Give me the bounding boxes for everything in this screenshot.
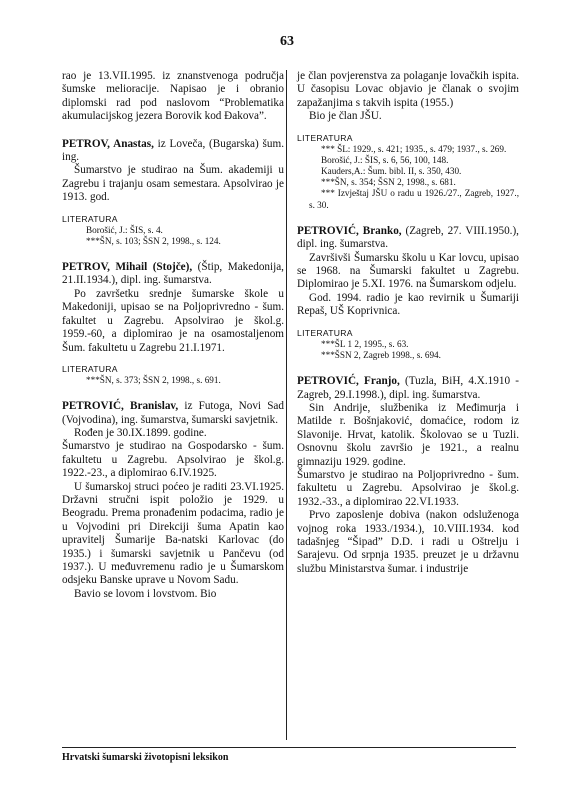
page-number: 63 — [280, 34, 294, 49]
literatura-line: ***ŠSN 2, Zagreb 1998., s. 694. — [321, 349, 441, 360]
left-intro-text: rao je 13.VII.1995. iz znanstvenoga područja šumske melioracije. Napisao je i obranio diplomski rad pod naslovom “Problematika akumulacijskog jezera Borovik kod Đakova”. — [62, 70, 284, 123]
entry-info: iz Futoga, Novi Sad (Vojvodina), ing. šumarstva, šumarski savjetnik. — [62, 400, 284, 426]
entry-paragraph: Šumarstvo je studirao na Gospodarsko - šum. fakultetu u Zagrebu. Apsolvirao je škol.g. 1922.-23., a diplomirao 6.IV.1925. — [62, 440, 284, 480]
entry-heading — [62, 261, 284, 288]
entry-paragraph: God. 1994. radio je kao revirnik u Šumariji Repaš, UŠ Koprivnica. — [297, 291, 519, 318]
literatura-line: ***ŠL 1 2, 1995., s. 63. — [321, 338, 409, 349]
left-column — [62, 70, 284, 601]
literatura-line: ***ŠN, s. 373; ŠSN 2, 1998., s. 691. — [86, 374, 221, 385]
entry-paragraph: Šumarstvo je studirao na Poljoprivredno - šum. fakultetu u Zagrebu. Apsolvirao je škol.g. 1932.-33., a diplomirao 22.VI.1933. — [297, 468, 519, 508]
entry-paragraph: Bavio se lovom i lovstvom. Bio — [74, 587, 217, 600]
entry-info: (Tuzla, BiH, 4.X.1910 - Zagreb, 29.I.1998.), dipl. ing. šumarstva. — [297, 375, 519, 401]
entry-name: PETROV, Mihail (Stojče), — [62, 261, 193, 274]
entry-name: PETROVIĆ, Branislav, — [62, 400, 179, 413]
entry-name: PETROVIĆ, Branko, — [297, 224, 402, 237]
entry-heading — [62, 138, 284, 165]
entry-name: PETROV, Anastas, — [62, 137, 154, 150]
footer-title: Hrvatski šumarski životopisni leksikon — [62, 752, 229, 763]
entry-heading — [297, 375, 519, 402]
entry-paragraph: Prvo zaposlenje dobiva (nakon odsluženoga vojnog roka 1933./1934.), 10.VIII.1934. kod tadašnjeg “Šipad” D.D. i radi u Oštrelju i Sarajevu. Od srpnja 1935. preuzet je u državnu službu Ministarstva šumar. i industrije — [297, 509, 519, 575]
literatura-line: Kauders,A.: Šum. bibl. II, s. 350, 430. — [321, 166, 462, 177]
column-divider — [286, 70, 287, 740]
entry-name: PETROVIĆ, Franjo, — [297, 375, 400, 388]
right-intro-text: Bio je član JŠU. — [309, 110, 382, 123]
entry-paragraph: Sin Andrije, službenika iz Međimurja i Matilde r. Bošnjaković, domaćice, rodom iz Slavonije. Hrvat, katolik. Školovao se u Tuzli. Osnovnu školu završio je 1921., a realnu gimnaziju 1929. godine. — [297, 401, 519, 468]
entry-info: iz Loveča, (Bugarska) šum. ing. — [62, 137, 284, 164]
literatura-line: ***ŠN, s. 103; ŠSN 2, 1998., s. 124. — [86, 235, 221, 246]
literatura-line: Borošić, J.: ŠIS, s. 6, 56, 100, 148. — [321, 154, 449, 165]
entry-heading — [62, 400, 284, 427]
literatura-label: LITERATURA — [62, 213, 118, 224]
literatura-line: *** Izvještaj JŠU o radu u 1926./27., Zagreb, 1927., s. 30. — [309, 188, 519, 210]
literatura-label: LITERATURA — [62, 363, 118, 374]
entry-heading — [297, 225, 519, 252]
entry-info: (Zagreb, 27. VIII.1950.), dipl. ing. šumarstva. — [297, 224, 519, 251]
entry-paragraph: Rođen je 30.IX.1899. godine. — [74, 426, 207, 439]
literatura-line: *** ŠL: 1929., s. 421; 1935., s. 479; 1937., s. 269. — [321, 143, 507, 154]
literatura-label: LITERATURA — [297, 132, 353, 143]
literatura-line: ***ŠN, s. 354; ŠSN 2, 1998., s. 681. — [321, 177, 456, 188]
literatura-line: Borošić, J.: ŠIS, s. 4. — [86, 224, 163, 235]
entry-paragraph: Šumarstvo je studirao na Šum. akademiji u Zagrebu i trajanju osam semestara. Apsolvirao je 1913. god. — [62, 164, 284, 204]
literatura-label: LITERATURA — [297, 327, 353, 338]
entry-info: (Štip, Makedonija, 21.II.1934.), dipl. ing. šumarstva. — [62, 261, 284, 287]
entry-paragraph: Po završetku srednje šumarske škole u Makedoniji, upisao se na Poljoprivredno - šum. fakultet u Zagrebu. Apsolvirao je škol.g. 1959.-60, a diplomirao je na osamostaljenom Šum. fakultetu u Zagrebu 21.I.1971. — [62, 287, 284, 354]
entry-paragraph: U šumarskoj struci poćeo je raditi 23.VI.1925. Državni stručni ispit položio je 1929. u Beogradu. Prema pronađenim podacima, radio je u Vojvodini pri Direkciji šuma Apatin kao upravitelj Šumarije Ba-natski Karlovac (do 1935.) i šumarski savjetnik u Pančevu (od 1937.). U međuvremenu radio je u Šumarskom odsjeku Banske uprave u Novom Sadu. — [62, 480, 284, 587]
right-column — [297, 70, 519, 576]
entry-paragraph: Završivši Šumarsku školu u Kar lovcu, upisao se 1968. na Šumarski fakultet u Zagrebu. Diplomirao je 5.XI. 1976. na Šumarskom odjelu. — [297, 251, 519, 291]
right-intro-text: je član povjerenstva za polaganje lovačkih ispita. U časopisu Lovac objavio je članak o svojim zapažanjima s takvih ispita (1955.) — [297, 70, 519, 109]
footer-rule — [62, 747, 516, 748]
